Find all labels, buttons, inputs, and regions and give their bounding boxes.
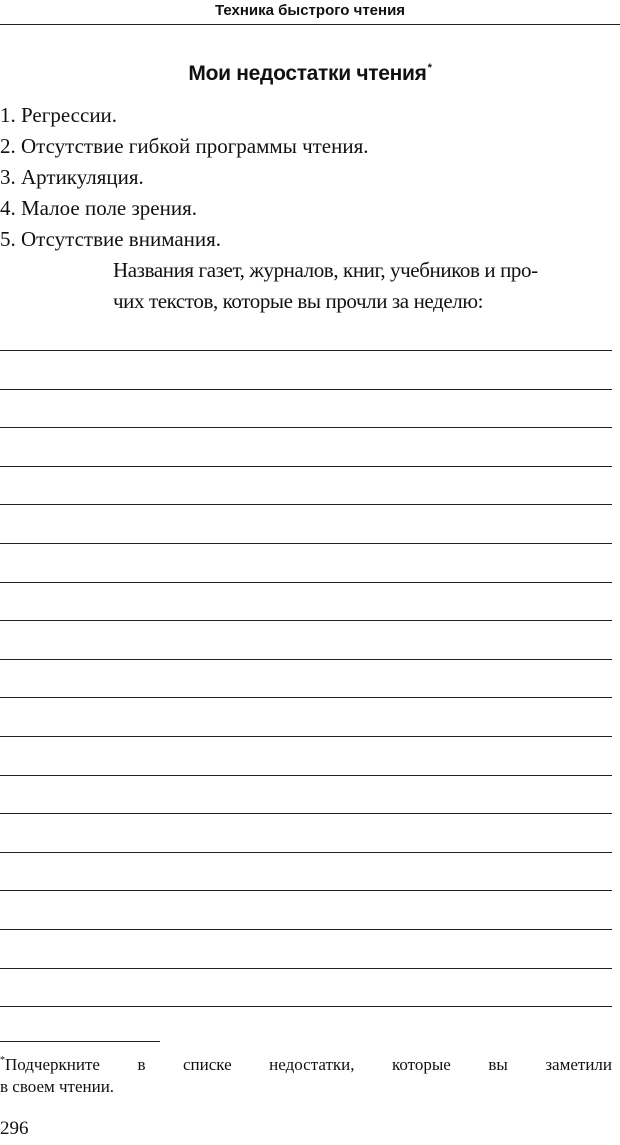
answer-line[interactable]	[0, 427, 612, 428]
answer-line[interactable]	[0, 582, 612, 583]
answer-line[interactable]	[0, 1006, 612, 1007]
list-item[interactable]: 4. Малое поле зрения.	[0, 196, 197, 220]
section-title	[0, 62, 620, 86]
prompt-line: Названия газет, журналов, книг, учебников и про-	[113, 258, 538, 282]
running-title: Техника быстрого чтения	[214, 2, 406, 19]
answer-line[interactable]	[0, 504, 612, 505]
answer-line[interactable]	[0, 968, 612, 969]
answer-line[interactable]	[0, 697, 612, 698]
answer-line[interactable]	[0, 350, 612, 351]
prompt-line: чих текстов, которые вы прочли за неделю:	[113, 289, 484, 313]
list-item[interactable]: 2. Отсутствие гибкой программы чтения.	[0, 134, 369, 158]
footnote-divider	[0, 1041, 160, 1042]
answer-line[interactable]	[0, 389, 612, 390]
footnote-reference-mark: *	[427, 62, 432, 74]
answer-line[interactable]	[0, 466, 612, 467]
list-item[interactable]: 5. Отсутствие внимания.	[0, 227, 222, 251]
answer-line[interactable]	[0, 852, 612, 853]
running-head	[0, 0, 620, 25]
footnote	[0, 1050, 612, 1098]
list-item[interactable]: 3. Артикуляция.	[0, 165, 144, 189]
answer-line[interactable]	[0, 890, 612, 891]
answer-line[interactable]	[0, 775, 612, 776]
section-title-text: Мои недостатки чтения	[188, 62, 427, 85]
answer-line[interactable]	[0, 929, 612, 930]
reading-log-prompt	[113, 255, 612, 317]
answer-line[interactable]	[0, 620, 612, 621]
page-number: 296	[0, 1118, 29, 1139]
footnote-line: в своем чтении.	[0, 1077, 115, 1096]
footnote-line: *Подчеркните в списке недостатки, которые вы заметили	[0, 1055, 612, 1074]
shortcomings-list	[0, 100, 369, 255]
answer-line[interactable]	[0, 736, 612, 737]
list-item[interactable]: 1. Регрессии.	[0, 103, 118, 127]
footnote-mark: *	[0, 1055, 5, 1066]
answer-line[interactable]	[0, 659, 612, 660]
answer-line[interactable]	[0, 813, 612, 814]
answer-line[interactable]	[0, 543, 612, 544]
